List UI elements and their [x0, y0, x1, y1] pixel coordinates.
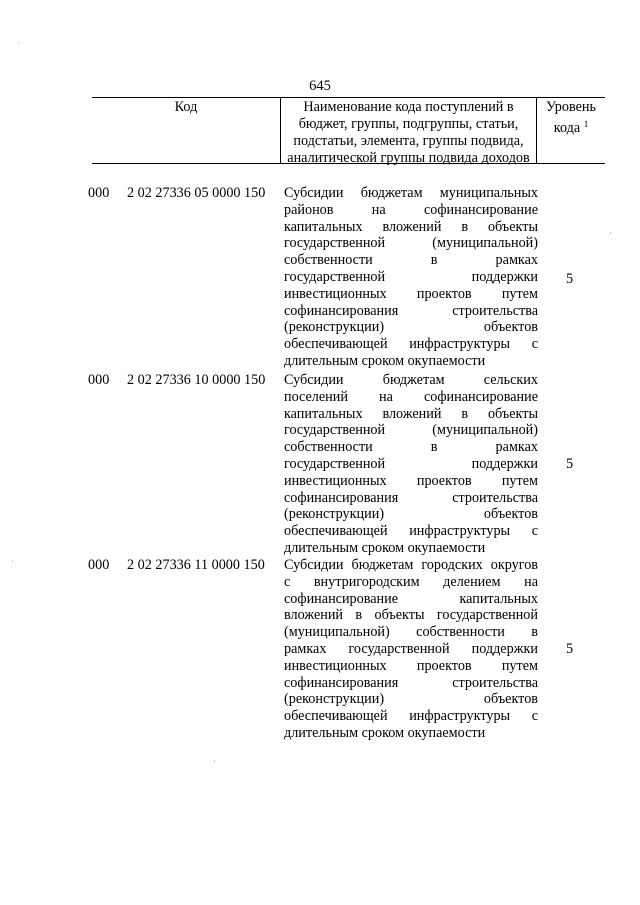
scan-artifact: [18, 42, 19, 44]
row-description-line: софинансирования строительства: [284, 674, 538, 691]
row-description-line: (реконструкции) объектов: [284, 319, 538, 336]
row-description-line: инвестиционных проектов путем: [284, 285, 538, 302]
row-group-code: 000: [88, 557, 110, 573]
row-description-line: обеспечивающей инфраструктуры с: [284, 336, 538, 353]
row-description-line: обеспечивающей инфраструктуры с: [284, 708, 538, 725]
row-income-code: 2 02 27336 10 0000 150: [127, 372, 266, 388]
row-group-code: 000: [88, 372, 110, 388]
header-name-line: Наименование кода поступлений в: [303, 99, 514, 115]
header-level-column: [537, 98, 605, 163]
row-description-line: инвестиционных проектов путем: [284, 657, 538, 674]
row-description-line: государственной (муниципальной): [284, 235, 538, 252]
row-description-line: государственной поддержки: [284, 455, 538, 472]
row-description: [284, 185, 538, 370]
row-description-line: софинансирования строительства: [284, 302, 538, 319]
row-description-line: государственной поддержки: [284, 268, 538, 285]
scan-artifact: [214, 760, 215, 762]
row-group-code: 000: [88, 185, 110, 201]
row-level: 5: [566, 456, 574, 472]
row-description-line: с внутригородским делением на: [284, 573, 538, 590]
row-description-line: собственности в рамках: [284, 439, 538, 456]
row-description-line: вложений в объекты государственной: [284, 607, 538, 624]
row-income-code: 2 02 27336 11 0000 150: [127, 557, 265, 573]
row-description-line: инвестиционных проектов путем: [284, 472, 538, 489]
row-description-line: рамках государственной поддержки: [284, 640, 538, 657]
header-name-line: аналитической группы подвида доходов: [287, 150, 530, 166]
row-level: 5: [566, 641, 574, 657]
row-description-line: (реконструкции) объектов: [284, 506, 538, 523]
header-code-label: Код: [174, 99, 198, 115]
row-description: [284, 372, 538, 557]
header-code-column: [92, 98, 280, 163]
row-description-line: (муниципальной) собственности в: [284, 624, 538, 641]
row-description-line: длительным сроком окупаемости: [284, 352, 486, 369]
row-description-line: районов на софинансирование: [284, 201, 538, 218]
row-description-line: собственности в рамках: [284, 252, 538, 269]
header-level-line: Уровень: [546, 99, 596, 115]
row-level: 5: [566, 271, 574, 287]
row-description: [284, 557, 538, 742]
row-description-line: поселений на софинансирование: [284, 388, 538, 405]
scan-artifact: [12, 560, 13, 562]
row-description-line: государственной (муниципальной): [284, 422, 538, 439]
row-description-line: софинансирование капитальных: [284, 590, 538, 607]
header-name-line: бюджет, группы, подгруппы, статьи,: [298, 116, 519, 132]
header-name-column: [280, 98, 537, 166]
table-header: [92, 97, 605, 164]
row-description-line: (реконструкции) объектов: [284, 691, 538, 708]
row-description-line: Субсидии бюджетам городских округов: [284, 557, 538, 573]
row-description-line: длительным сроком окупаемости: [284, 539, 486, 556]
row-income-code: 2 02 27336 05 0000 150: [127, 185, 266, 201]
row-description-line: обеспечивающей инфраструктуры с: [284, 523, 538, 540]
row-description-line: софинансирования строительства: [284, 489, 538, 506]
scan-artifact: [610, 232, 611, 234]
row-description-line: капитальных вложений в объекты: [284, 218, 538, 235]
header-level-line: [537, 116, 605, 137]
page-number: 645: [309, 78, 331, 94]
header-name-line: подстатьи, элемента, группы подвида,: [293, 133, 524, 149]
footnote-marker: 1: [583, 119, 589, 129]
row-description-line: капитальных вложений в объекты: [284, 405, 538, 422]
header-level-word: кода: [553, 120, 581, 136]
row-description-line: Субсидии бюджетам муниципальных: [284, 185, 538, 201]
row-description-line: Субсидии бюджетам сельских: [284, 372, 538, 388]
row-description-line: длительным сроком окупаемости: [284, 724, 486, 741]
